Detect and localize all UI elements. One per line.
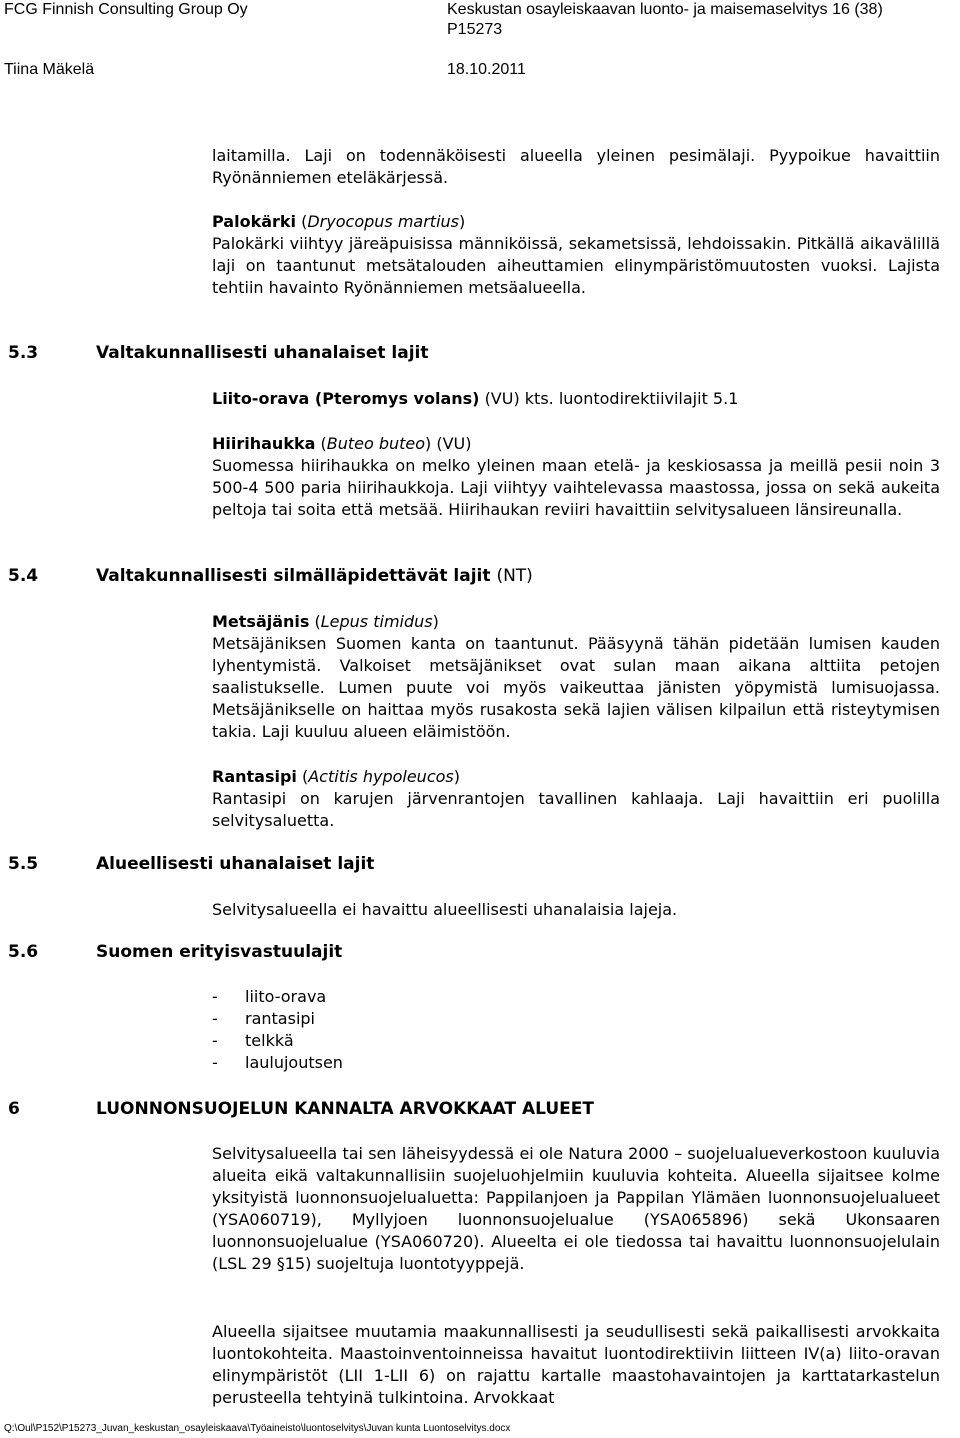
species-hiirihaukka-title: Hiirihaukka (Buteo buteo) (VU) xyxy=(212,434,472,453)
section-suffix: (NT) xyxy=(496,566,533,586)
section-heading-5-3 xyxy=(8,343,428,363)
responsibility-species-list xyxy=(212,986,343,1074)
species-palokarki-text: Palokärki viihtyy järeäpuisissa männiköissä, sekametsissä, lehdoissakin. Pitkällä aikavälillä laji on taantunut metsätalouden aiheuttamien elinympäristömuutosten vuoksi. Lajista tehtiin havainto Ryönänniemen metsäalueella. xyxy=(212,234,940,297)
list-item: - liito-orava xyxy=(212,986,343,1008)
list-item: - rantasipi xyxy=(212,1008,343,1030)
section-heading-5-5 xyxy=(8,854,374,874)
document-date: 18.10.2011 xyxy=(447,61,526,78)
species-metsajanis-text: Metsäjäniksen Suomen kanta on taantunut. Pääsyynä tähän pidetään lumisen kauden lyhentymistä. Valkoiset metsäjänikset ovat sulan maan aikana alttiita petojen saalistukselle. Lumen puute voi myös vaikeuttaa jänisten yöpymistä lumisuojassa. Metsäjänikselle on haittaa myös rusakosta sekä lajien välisen kilpailun että risteytymisen takia. Laji kuuluu alueen eläimistöön. xyxy=(212,634,940,741)
section-title: LUONNONSUOJELUN KANNALTA ARVOKKAAT ALUEET xyxy=(96,1099,594,1119)
paragraph-alueellisesti: Selvitysalueella ei havaittu alueellisesti uhanalaisia lajeja. xyxy=(212,900,678,919)
section-title: Valtakunnallisesti uhanalaiset lajit xyxy=(96,343,429,363)
paragraph-section-6-2: Alueella sijaitsee muutamia maakunnallisesti ja seudullisesti sekä paikallisesti arvokkaita luontokohteita. Maastoinventoinneissa havaitut luontodirektiivin liitteen IV(a) liito-oravan elinympäristöt (LII 1-LII 6) on rajattu kartalle maastohavaintojen ja karttatarkastelun perusteella tehtyinä tulkintoina. Arvokkaat xyxy=(212,1322,940,1407)
species-hiirihaukka-text: Suomessa hiirihaukka on melko yleinen maan etelä- ja keskiosassa ja meillä pesii noin 3 500-4 500 paria hiirihaukkoja. Laji viihtyy vaihtelevassa maastossa, jossa on sekä aukeita peltoja tai soita että metsää. Hiirihaukan reviiri havaittiin selvitysalueen länsireunalla. xyxy=(212,456,940,519)
document-title-text: Keskustan osayleiskaavan luonto- ja maisemaselvitys xyxy=(447,1,828,18)
section-title: Suomen erityisvastuulajit xyxy=(96,942,343,962)
species-status: (VU) xyxy=(436,434,472,453)
species-note: (VU) kts. luontodirektiivilajit 5.1 xyxy=(484,389,739,408)
section-heading-5-4 xyxy=(8,566,533,586)
species-name: Rantasipi xyxy=(212,767,297,786)
paragraph-intro: laitamilla. Laji on todennäköisesti alueella yleinen pesimälaji. Pyypoikue havaittiin Ryönänniemen eteläkärjessä. xyxy=(212,146,940,187)
species-rantasipi-text: Rantasipi on karujen järvenrantojen tavallinen kahlaaja. Laji havaittiin eri puolilla selvitysaluetta. xyxy=(212,789,940,830)
species-scientific-name: Lepus timidus xyxy=(320,612,433,631)
species-palokarki-title: Palokärki (Dryocopus martius) xyxy=(212,212,466,231)
section-number: 5.4 xyxy=(8,566,39,586)
project-code: P15273 xyxy=(447,21,503,38)
section-number: 5.5 xyxy=(8,854,39,874)
species-scientific-name: Actitis hypoleucos xyxy=(308,767,454,786)
section-heading-6 xyxy=(8,1099,594,1119)
list-item: - telkkä xyxy=(212,1030,343,1052)
species-liito-orava xyxy=(212,388,940,410)
species-scientific-name: Buteo buteo xyxy=(326,434,426,453)
species-rantasipi-title: Rantasipi (Actitis hypoleucos) xyxy=(212,767,460,786)
section-title: Valtakunnallisesti silmälläpidettävät lajit xyxy=(96,566,491,586)
section-number: 5.6 xyxy=(8,942,39,962)
species-name: Palokärki xyxy=(212,212,297,231)
file-path-footer: Q:\Oul\P152\P15273_Juvan_keskustan_osayleiskaava\Työaineisto\luontoselvitys\Juvan kunta Luontoselvitys.docx xyxy=(4,1423,511,1434)
species-name: Hiirihaukka xyxy=(212,434,316,453)
document-title xyxy=(447,1,883,19)
section-number: 5.3 xyxy=(8,343,39,363)
paragraph-section-6-1: Selvitysalueella tai sen läheisyydessä ei ole Natura 2000 – suojelualueverkostoon kuuluvia alueita eikä valtakunnallisiin suojeluohjelmiin kuuluvia kohteita. Alueella sijaitsee kolme yksityistä luonnonsuojelualuetta: Pappilanjoen ja Pappilan Ylämäen luonnonsuojelualueet (YSA060719), Myllyjoen luonnonsuojelualue (YSA065896) sekä Ukonsaaren luonnonsuojelualue (YSA060720). Alueelta ei ole tiedossa tai havaittu luonnonsuojelulain (LSL 29 §15) suojeltuja luontotyyppejä. xyxy=(212,1144,940,1273)
section-title: Alueellisesti uhanalaiset lajit xyxy=(96,854,375,874)
section-heading-5-6 xyxy=(8,942,342,962)
list-item: - laulujoutsen xyxy=(212,1052,343,1074)
species-scientific-name: Dryocopus martius xyxy=(307,212,459,231)
species-metsajanis-title: Metsäjänis (Lepus timidus) xyxy=(212,612,439,631)
page-number: 16 (38) xyxy=(832,1,883,18)
section-number: 6 xyxy=(8,1099,20,1119)
author: Tiina Mäkelä xyxy=(4,61,95,78)
species-name: Metsäjänis xyxy=(212,612,310,631)
species-name: Liito-orava (Pteromys volans) xyxy=(212,389,480,408)
company-name: FCG Finnish Consulting Group Oy xyxy=(4,1,248,18)
